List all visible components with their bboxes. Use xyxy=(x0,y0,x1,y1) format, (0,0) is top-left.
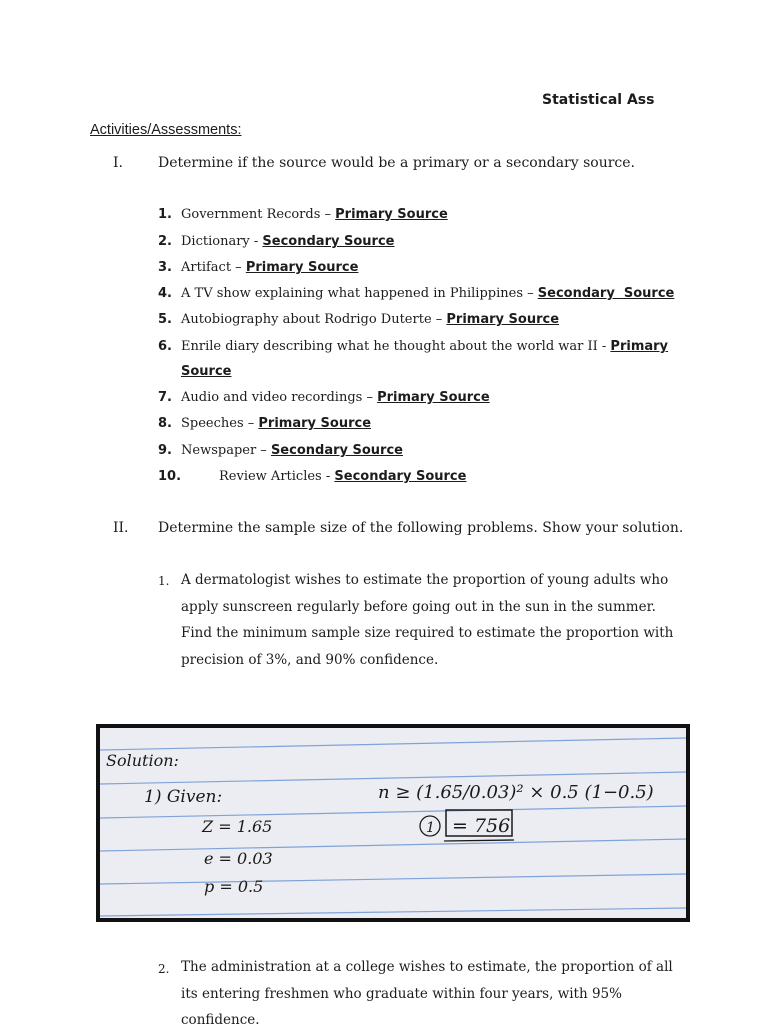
item-text: Speeches – xyxy=(181,416,259,431)
solution-photo xyxy=(96,724,690,922)
item-answer: Primary Source xyxy=(245,260,359,275)
list-item-number: 7. xyxy=(158,390,172,405)
sample-size-formula: n ≥ (1.65/0.03)² × 0.5 (1−0.5) xyxy=(378,782,654,803)
problem-number: 2. xyxy=(158,962,170,976)
problem-text: The administration at a college wishes to estimate, the proportion of all its entering freshmen who graduate within four years, with 95% confidence. xyxy=(181,959,673,1028)
item-text: Dictionary - xyxy=(181,234,263,249)
part2-numeral: II. xyxy=(113,520,129,536)
item-answer: Primary Source xyxy=(446,312,560,327)
item-answer: Primary Source xyxy=(335,207,448,222)
list-item-continuation xyxy=(181,364,231,379)
list-item-number: 9. xyxy=(158,443,172,458)
document-title: Statistical Ass xyxy=(542,92,655,108)
list-item xyxy=(181,286,674,301)
list-item-number: 10. xyxy=(158,469,182,484)
item-text: Review Articles - xyxy=(219,469,335,484)
list-item xyxy=(181,234,394,249)
list-item-number: 4. xyxy=(158,286,172,301)
list-item xyxy=(181,390,490,405)
circled-step-number: 1 xyxy=(426,820,435,836)
item-answer: Primary Source xyxy=(377,390,490,405)
list-item xyxy=(181,443,403,458)
list-item-number: 3. xyxy=(158,260,172,275)
sample-size-result: = 756 xyxy=(452,815,511,837)
item-text: Enrile diary describing what he thought about the world war II - xyxy=(181,339,611,354)
item-answer: Secondary Source xyxy=(537,286,675,301)
item-text: Government Records – xyxy=(181,207,336,222)
item-answer: Secondary Source xyxy=(334,469,467,484)
list-item xyxy=(181,260,358,275)
item-text: Autobiography about Rodrigo Duterte – xyxy=(181,312,447,327)
given-z: Z = 1.65 xyxy=(202,817,273,836)
part1-numeral: I. xyxy=(113,155,123,171)
result-underline xyxy=(444,840,514,841)
list-item-number: 1. xyxy=(158,207,172,222)
list-item-number: 5. xyxy=(158,312,172,327)
item-answer: Secondary Source xyxy=(270,443,403,458)
section-label: Activities/Assessments: xyxy=(90,122,242,138)
item-answer-continued: Source xyxy=(181,364,232,379)
item-text: Audio and video recordings – xyxy=(181,390,378,405)
item-text: Newspaper – xyxy=(181,443,271,458)
given-label: 1) Given: xyxy=(144,787,223,807)
solution-heading: Solution: xyxy=(106,751,179,770)
list-item xyxy=(219,469,466,484)
list-item-number: 2. xyxy=(158,234,172,249)
item-answer: Secondary Source xyxy=(262,234,395,249)
part1-instruction: Determine if the source would be a primary or a secondary source. xyxy=(158,155,636,171)
given-p: p = 0.5 xyxy=(204,877,264,896)
list-item xyxy=(181,416,371,431)
item-text: Artifact – xyxy=(181,260,246,275)
problem-number: 1. xyxy=(158,574,170,588)
item-answer: Primary xyxy=(610,339,669,354)
list-item-number: 8. xyxy=(158,416,172,431)
given-e: e = 0.03 xyxy=(204,849,273,868)
item-text: A TV show explaining what happened in Philippines – xyxy=(181,286,538,301)
list-item xyxy=(181,312,559,327)
part2-instruction: Determine the sample size of the following problems. Show your solution. xyxy=(158,520,684,536)
list-item xyxy=(181,207,448,222)
item-answer: Primary Source xyxy=(258,416,372,431)
problem-text: A dermatologist wishes to estimate the proportion of young adults who apply sunscreen regularly before going out in the sun in the summer. Find the minimum sample size required to estimate the proportion with precision of 3%, and 90% confidence. xyxy=(181,572,674,668)
list-item xyxy=(181,339,668,354)
list-item-number: 6. xyxy=(158,339,172,354)
